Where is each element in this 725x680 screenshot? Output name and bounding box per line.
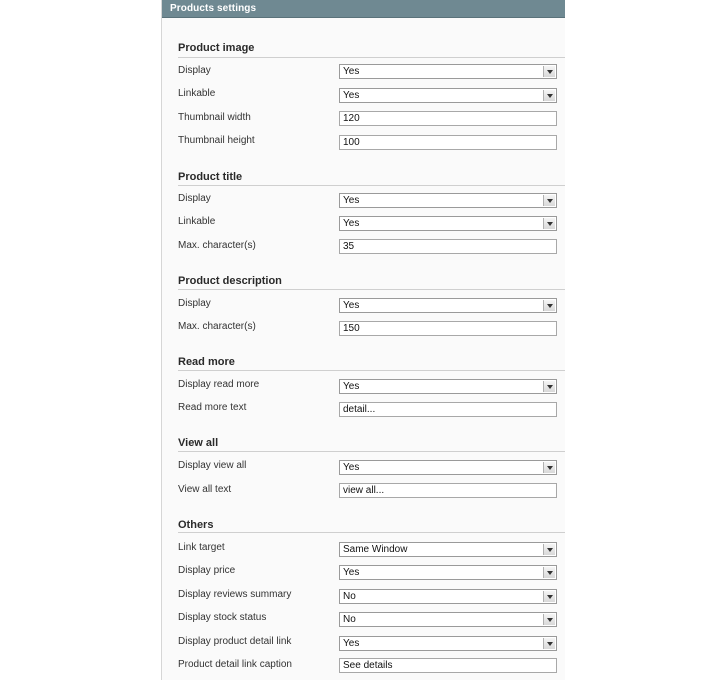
title-max-chars-label: Max. character(s) — [178, 240, 256, 251]
link-target-label: Link target — [178, 542, 225, 553]
section-divider — [178, 370, 565, 371]
chevron-down-icon — [543, 591, 555, 602]
section-divider — [178, 532, 565, 533]
view-all-text-value: view all... — [343, 485, 385, 496]
section-title-product-description: Product description — [178, 275, 282, 287]
display-price-select[interactable] — [339, 565, 557, 580]
display-reviews-summary-label: Display reviews summary — [178, 589, 292, 600]
product-description-display-value: Yes — [343, 300, 360, 311]
product-description-display-label: Display — [178, 298, 211, 309]
product-title-display-select[interactable] — [339, 193, 557, 208]
title-max-chars-value: 35 — [343, 241, 355, 252]
chevron-down-icon — [543, 462, 555, 473]
product-image-display-label: Display — [178, 65, 211, 76]
description-max-chars-input[interactable] — [339, 321, 557, 336]
panel-title: Products settings — [170, 3, 257, 14]
display-stock-status-select[interactable] — [339, 612, 557, 627]
chevron-down-icon — [543, 614, 555, 625]
product-image-linkable-select[interactable] — [339, 88, 557, 103]
read-more-text-input[interactable] — [339, 402, 557, 417]
detail-link-caption-value: See details — [343, 660, 393, 671]
section-title-view-all: View all — [178, 437, 219, 449]
product-title-linkable-select[interactable] — [339, 216, 557, 231]
chevron-down-icon — [543, 195, 555, 206]
section-divider — [178, 451, 565, 452]
section-title-others: Others — [178, 519, 214, 531]
display-reviews-summary-value: No — [343, 591, 356, 602]
products-settings-panel — [161, 0, 565, 680]
product-image-display-select[interactable] — [339, 64, 557, 79]
link-target-select[interactable] — [339, 542, 557, 557]
display-price-value: Yes — [343, 567, 360, 578]
thumbnail-width-value: 120 — [343, 113, 360, 124]
detail-link-caption-label: Product detail link caption — [178, 659, 292, 670]
thumbnail-width-input[interactable] — [339, 111, 557, 126]
display-view-all-label: Display view all — [178, 460, 247, 471]
chevron-down-icon — [543, 66, 555, 77]
panel-header[interactable] — [162, 0, 565, 18]
display-price-label: Display price — [178, 565, 236, 576]
display-read-more-select[interactable] — [339, 379, 557, 394]
section-divider — [178, 57, 565, 58]
description-max-chars-label: Max. character(s) — [178, 321, 256, 332]
chevron-down-icon — [543, 544, 555, 555]
display-view-all-select[interactable] — [339, 460, 557, 475]
product-title-linkable-label: Linkable — [178, 216, 216, 227]
product-image-display-value: Yes — [343, 66, 360, 77]
detail-link-caption-input[interactable] — [339, 658, 557, 673]
chevron-down-icon — [543, 567, 555, 578]
description-max-chars-value: 150 — [343, 323, 360, 334]
section-title-read-more: Read more — [178, 356, 235, 368]
read-more-text-value: detail... — [343, 404, 376, 415]
chevron-down-icon — [543, 638, 555, 649]
thumbnail-height-value: 100 — [343, 137, 360, 148]
product-description-display-select[interactable] — [339, 298, 557, 313]
section-divider — [178, 289, 565, 290]
chevron-down-icon — [543, 218, 555, 229]
chevron-down-icon — [543, 90, 555, 101]
product-image-linkable-value: Yes — [343, 90, 360, 101]
display-detail-link-label: Display product detail link — [178, 636, 292, 647]
display-detail-link-value: Yes — [343, 638, 360, 649]
chevron-down-icon — [543, 300, 555, 311]
link-target-value: Same Window — [343, 544, 408, 555]
thumbnail-height-label: Thumbnail height — [178, 135, 255, 146]
product-image-linkable-label: Linkable — [178, 88, 216, 99]
read-more-text-label: Read more text — [178, 402, 247, 413]
product-title-display-label: Display — [178, 193, 211, 204]
title-max-chars-input[interactable] — [339, 239, 557, 254]
display-stock-status-value: No — [343, 614, 356, 625]
display-read-more-value: Yes — [343, 381, 360, 392]
section-title-product-title: Product title — [178, 171, 243, 183]
display-reviews-summary-select[interactable] — [339, 589, 557, 604]
product-title-display-value: Yes — [343, 195, 360, 206]
view-all-text-input[interactable] — [339, 483, 557, 498]
section-title-product-image: Product image — [178, 42, 255, 54]
display-view-all-value: Yes — [343, 462, 360, 473]
thumbnail-height-input[interactable] — [339, 135, 557, 150]
section-divider — [178, 185, 565, 186]
product-title-linkable-value: Yes — [343, 218, 360, 229]
display-stock-status-label: Display stock status — [178, 612, 267, 623]
view-all-text-label: View all text — [178, 484, 232, 495]
display-detail-link-select[interactable] — [339, 636, 557, 651]
display-read-more-label: Display read more — [178, 379, 260, 390]
chevron-down-icon — [543, 381, 555, 392]
thumbnail-width-label: Thumbnail width — [178, 112, 251, 123]
